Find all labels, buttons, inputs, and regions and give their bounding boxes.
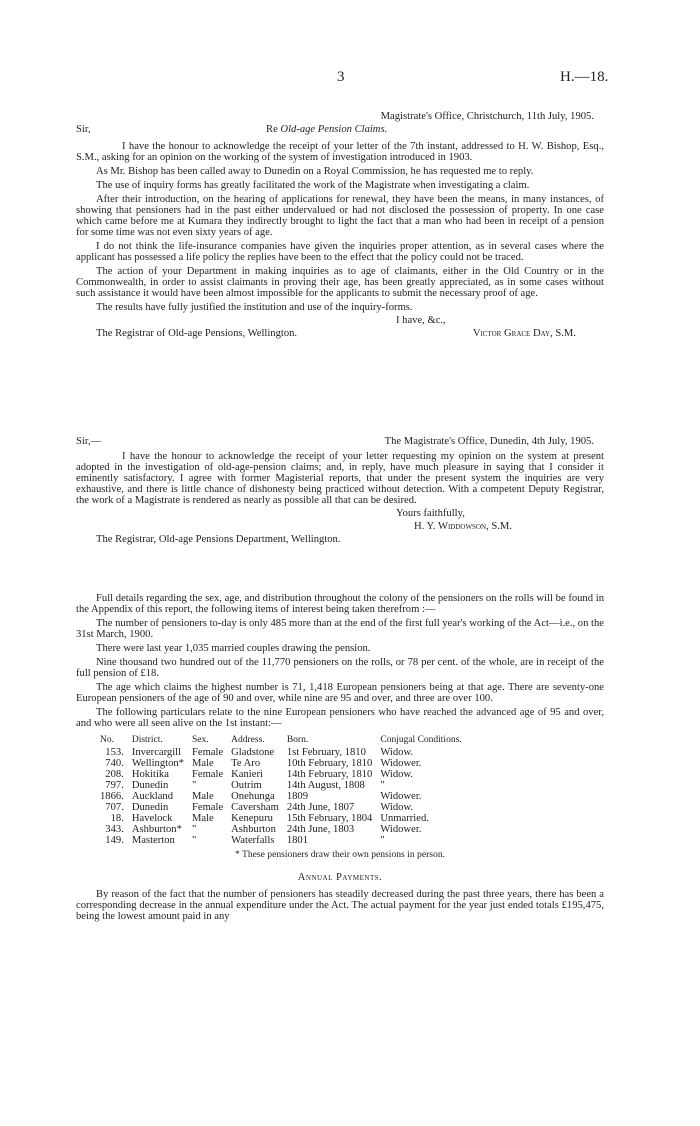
column-header: Conjugal Conditions. bbox=[380, 735, 462, 745]
letter-subject bbox=[266, 124, 387, 135]
column-header: No. bbox=[100, 735, 114, 745]
table-cell: Havelock bbox=[131, 813, 173, 824]
table-row bbox=[96, 769, 466, 780]
table-cell: Ashburton bbox=[231, 824, 276, 835]
table-cell: Unmarried. bbox=[380, 813, 429, 824]
letter-heading bbox=[76, 111, 604, 137]
table-footnote: * These pensioners draw their own pensions in person. bbox=[234, 849, 446, 860]
table-cell: 14th February, 1810 bbox=[286, 769, 373, 780]
pensioners-table bbox=[96, 735, 466, 846]
table-row bbox=[96, 813, 466, 824]
table-cell: Widow. bbox=[380, 802, 414, 813]
table-cell: 153. bbox=[105, 747, 124, 758]
table-cell: Onehunga bbox=[231, 791, 275, 802]
subject-title: Old-age Pension Claims. bbox=[280, 124, 388, 135]
table-cell: Ashburton* bbox=[131, 824, 182, 835]
table-row bbox=[96, 835, 466, 846]
table-cell: 797. bbox=[105, 780, 124, 791]
letter-salutation: Sir, bbox=[76, 124, 91, 135]
body-paragraph: Full details regarding the sex, age, and distribution throughout the colony of the pensioners on the rolls will be found in the Appendix of this report, the following items of interest being taken therefrom :— bbox=[76, 593, 604, 615]
table-cell: 740. bbox=[105, 758, 124, 769]
table-cell: Kanieri bbox=[231, 769, 263, 780]
table-cell: Widower. bbox=[380, 824, 422, 835]
letter-paragraph: The results have fully justified the institution and use of the inquiry-forms. bbox=[96, 302, 413, 313]
table-row bbox=[96, 758, 466, 769]
table-header-row bbox=[96, 735, 466, 747]
letter-paragraph: As Mr. Bishop has been called away to Dunedin on a Royal Commission, he has requested me to reply. bbox=[96, 166, 534, 177]
document-reference: H.—18. bbox=[560, 69, 609, 85]
table-cell: Outrim bbox=[231, 780, 262, 791]
letter-place-date: Magistrate's Office, Christchurch, 11th July, 1905. bbox=[380, 111, 594, 122]
body-paragraph: The age which claims the highest number is 71, 1,418 European pensioners being at that age. There are seventy-one European pensioners of the age of 90 and over, while nine are 95 and over, and three are over 100. bbox=[76, 682, 604, 704]
letter-closing: Yours faithfully, bbox=[396, 508, 465, 519]
table-cell: " bbox=[191, 835, 197, 846]
letter-heading bbox=[76, 436, 604, 449]
page-number: 3 bbox=[337, 69, 345, 85]
letter-salutation: Sir,— bbox=[76, 436, 102, 447]
table-cell: Widow. bbox=[380, 747, 414, 758]
column-header: Address. bbox=[231, 735, 265, 745]
table-cell: Wellington* bbox=[131, 758, 184, 769]
table-cell: 24th June, 1803 bbox=[286, 824, 355, 835]
table-cell: Caversham bbox=[231, 802, 279, 813]
body-paragraph: The following particulars relate to the nine European pensioners who have reached the advanced age of 95 and over, and who were all seen alive on the 1st instant:— bbox=[76, 707, 604, 729]
table-cell: 18. bbox=[110, 813, 124, 824]
letter-signer: H. Y. Widdowson, S.M. bbox=[414, 521, 512, 532]
section-heading: Annual Payments. bbox=[297, 872, 383, 883]
table-cell: Female bbox=[191, 802, 224, 813]
table-cell: 1866. bbox=[100, 791, 124, 802]
table-row bbox=[96, 747, 466, 758]
body-paragraph: By reason of the fact that the number of pensioners has steadily decreased during the past three years, there has been a corresponding decrease in the annual expenditure under the Act. The actual payment for the year just ended totals £195,475, being the lowest amount paid in any bbox=[76, 889, 604, 922]
table-cell: 1st February, 1810 bbox=[286, 747, 366, 758]
table-cell: " bbox=[191, 824, 197, 835]
subject-prefix: Re bbox=[266, 124, 281, 135]
column-header: District. bbox=[131, 735, 163, 745]
table-cell: 208. bbox=[105, 769, 124, 780]
table-cell: Male bbox=[191, 813, 214, 824]
table-cell: Masterton bbox=[131, 835, 175, 846]
column-header: Born. bbox=[286, 735, 309, 745]
letter-dunedin bbox=[76, 436, 604, 548]
letter-paragraph: The action of your Department in making inquiries as to age of claimants, either in the Old Country or in the Commonwealth, in order to assist claimants in proving their age, has been greatly appreciated, as in some cases without such assistance it would have been almost impossible for the applicants to submit the necessary proof of age. bbox=[76, 266, 604, 299]
table-cell: Male bbox=[191, 758, 214, 769]
letter-paragraph: The use of inquiry forms has greatly facilitated the work of the Magistrate when investigating a claim. bbox=[96, 180, 530, 191]
table-cell: Gladstone bbox=[231, 747, 275, 758]
column-header: Sex. bbox=[191, 735, 209, 745]
table-cell: Female bbox=[191, 747, 224, 758]
table-cell: Dunedin bbox=[131, 802, 169, 813]
table-body bbox=[96, 747, 466, 846]
table-cell: 343. bbox=[105, 824, 124, 835]
table-cell: Dunedin bbox=[131, 780, 169, 791]
table-cell: 24th June, 1807 bbox=[286, 802, 355, 813]
letter-signer: Victor Grace Day, S.M. bbox=[472, 328, 576, 339]
table-cell: Female bbox=[191, 769, 224, 780]
table-cell: " bbox=[191, 780, 197, 791]
letter-closing: I have, &c., bbox=[396, 315, 446, 326]
letter-christchurch bbox=[76, 111, 604, 343]
table-cell: 149. bbox=[105, 835, 124, 846]
letter-paragraph: I have the honour to acknowledge the receipt of your letter of the 7th instant, addressed to H. W. Bishop, Esq., S.M., asking for an opinion on the working of the system of investigation introduced in 1903. bbox=[76, 141, 604, 163]
table-cell: 1801 bbox=[286, 835, 309, 846]
letter-addressee: The Registrar of Old-age Pensions, Wellington. bbox=[96, 328, 298, 339]
table-cell: Waterfalls bbox=[231, 835, 275, 846]
letter-paragraph: After their introduction, on the hearing of applications for renewal, they have been the means, in many instances, of showing that pensioners had in the past either undervalued or had not disclosed the possession of property. In one case which came before me at Kumara they indirectly brought to light the fact that a man who had been in receipt of a pension for some time was not even sixty years of age. bbox=[76, 194, 604, 238]
table-cell: 10th February, 1810 bbox=[286, 758, 373, 769]
table-cell: Kenepuru bbox=[231, 813, 273, 824]
table-cell: Te Aro bbox=[231, 758, 261, 769]
table-cell: Widow. bbox=[380, 769, 414, 780]
letter-addressee: The Registrar, Old-age Pensions Department, Wellington. bbox=[96, 534, 341, 545]
table-cell: Widower. bbox=[380, 758, 422, 769]
table-row bbox=[96, 824, 466, 835]
table-cell: Hokitika bbox=[131, 769, 169, 780]
letter-paragraph: I have the honour to acknowledge the receipt of your letter requesting my opinion on the system at present adopted in the investigation of old-age-pension claims; and, in reply, have much pleasure in saying that I consider it eminently satisfactory. I agree with former Magisterial reports, that under the present system the inquiries are very exhaustive, and there is little chance of dishonesty being practiced without detection. With a competent Deputy Registrar, the work of a Magistrate is rendered as nearly as possible all that can be desired. bbox=[76, 451, 604, 506]
letter-signoff bbox=[76, 315, 604, 343]
body-paragraph: The number of pensioners to-day is only 485 more than at the end of the first full year's working of the Act—i.e., on the 31st March, 1900. bbox=[76, 618, 604, 640]
body-paragraph: There were last year 1,035 married couples drawing the pension. bbox=[96, 643, 371, 654]
table-cell: Auckland bbox=[131, 791, 174, 802]
table-cell: Male bbox=[191, 791, 214, 802]
page-header bbox=[0, 69, 700, 92]
table-cell: 14th August, 1808 bbox=[286, 780, 365, 791]
table-row bbox=[96, 802, 466, 813]
table-cell: 1809 bbox=[286, 791, 309, 802]
table-cell: " bbox=[380, 780, 385, 791]
body-paragraph: Nine thousand two hundred out of the 11,770 pensioners on the rolls, or 78 per cent. of the whole, are in receipt of the full pension of £18. bbox=[76, 657, 604, 679]
table-cell: 707. bbox=[105, 802, 124, 813]
table-cell: 15th February, 1804 bbox=[286, 813, 373, 824]
letter-place-date: The Magistrate's Office, Dunedin, 4th July, 1905. bbox=[384, 436, 594, 447]
table-cell: " bbox=[380, 835, 385, 846]
table-cell: Invercargill bbox=[131, 747, 182, 758]
report-body bbox=[76, 590, 604, 922]
table-row bbox=[96, 780, 466, 791]
table-row bbox=[96, 791, 466, 802]
table-cell: Widower. bbox=[380, 791, 422, 802]
letter-paragraph: I do not think the life-insurance companies have given the inquiries proper attention, as in several cases where the applicant has possessed a life policy the replies have been to the effect that the policy could not be traced. bbox=[76, 241, 604, 263]
letter-signoff bbox=[76, 508, 604, 548]
